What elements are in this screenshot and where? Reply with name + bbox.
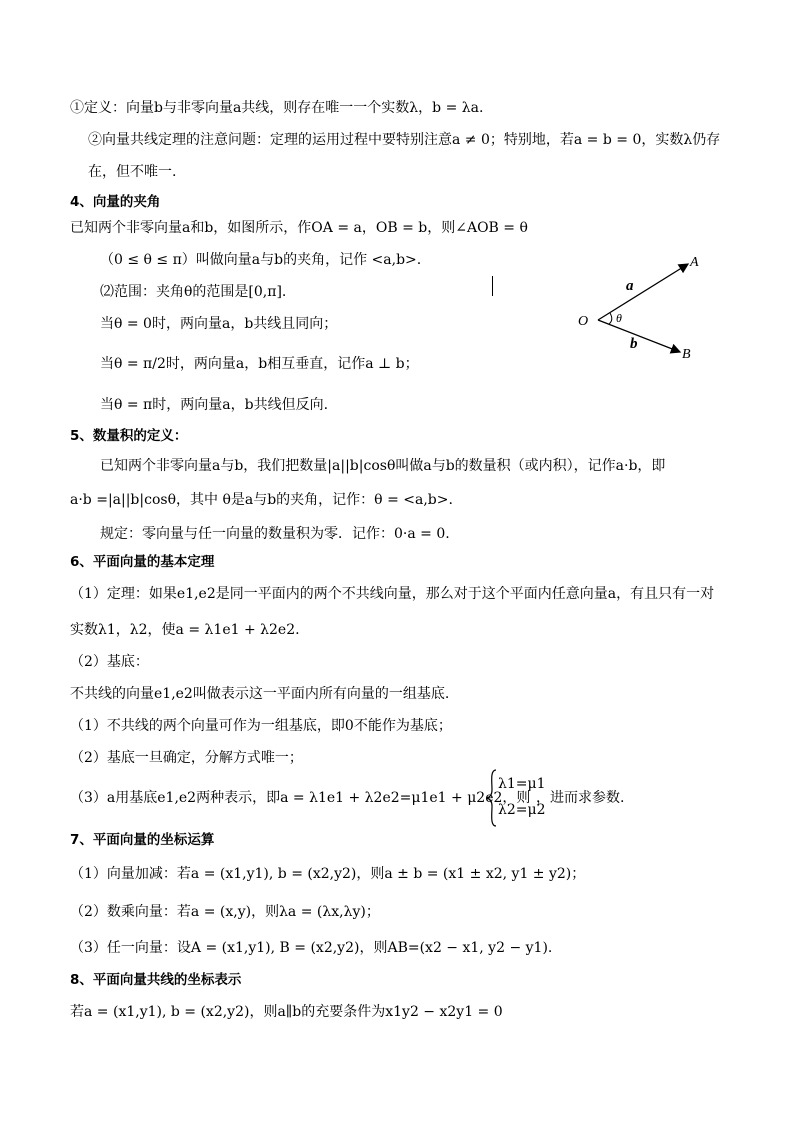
text-line-1: ①定义：向量b与非零向量a共线，则存在唯一一个实数λ，b = λa. bbox=[70, 100, 484, 116]
vector-b-label: b bbox=[630, 336, 638, 352]
section-heading-6: 6、平面向量的基本定理 bbox=[70, 554, 215, 570]
left-brace-icon bbox=[486, 768, 498, 828]
point-a-label: A bbox=[690, 255, 699, 270]
point-o-label: O bbox=[578, 314, 589, 329]
point-b-label: B bbox=[682, 347, 691, 362]
text-line-14: 规定：零向量与任一向量的数量积为零．记作：0·a = 0. bbox=[100, 526, 450, 542]
text-line-5: 已知两个非零向量a和b，如图所示，作OA = a，OB = b，则∠AOB = θ bbox=[70, 220, 528, 236]
text-line-20: （1）不共线的两个向量可作为一组基底，即0不能作为基底； bbox=[70, 718, 452, 734]
text-line-9: 当θ = π/2时，两向量a，b相互垂直，记作a ⊥ b； bbox=[100, 356, 419, 372]
text-line-26: （2）数乘向量：若a = (x,y)，则λa = (λx,λy)； bbox=[70, 904, 380, 920]
angle-arc bbox=[609, 313, 612, 324]
text-line-19: 不共线的向量e1,e2叫做表示这一平面内所有向量的一组基底. bbox=[70, 686, 450, 702]
text-line-12: 已知两个非零向量a与b，我们把数量|a||b|cosθ叫做a与b的数量积（或内积），记作a·b，即 bbox=[100, 458, 666, 474]
section-heading-5: 5、数量积的定义： bbox=[70, 428, 188, 444]
text-line-6: （0 ≤ θ ≤ π）叫做向量a与b的夹角，记作 <a,b>. bbox=[100, 252, 422, 268]
system-row-1: λ1=μ1 bbox=[498, 776, 546, 792]
text-line-18: （2）基底： bbox=[70, 654, 149, 670]
system-row-2: λ2=μ2 bbox=[498, 802, 546, 818]
angle-diagram bbox=[570, 248, 720, 372]
section-heading-4: 4、向量的夹角 bbox=[70, 194, 161, 210]
equation-system bbox=[486, 768, 546, 828]
section-heading-7: 7、平面向量的坐标运算 bbox=[70, 832, 215, 848]
text-line-22: （3）a用基底e1,e2两种表示，即a = λ1e1 + λ2e2=μ1e1 + μ2e2，则 bbox=[70, 790, 531, 806]
text-line-16: （1）定理：如果e1,e2是同一平面内的两个不共线向量，那么对于这个平面内任意向量a，有且只有一对 bbox=[70, 586, 715, 602]
text-line-3: 在，但不唯一. bbox=[88, 164, 177, 180]
text-line-29: 若a = (x1,y1), b = (x2,y2)，则a∥b的充要条件为x1y2 − x2y1 = 0 bbox=[70, 1004, 503, 1020]
text-line-2: ②向量共线定理的注意问题：定理的运用过程中要特别注意a ≠ 0；特别地，若a = b = 0，实数λ仍存 bbox=[88, 132, 721, 148]
vector-oa-arrow bbox=[598, 264, 688, 320]
text-line-27: （3）任一向量：设A = (x1,y1), B = (x2,y2)，则AB=(x2 − x1, y2 − y1). bbox=[70, 940, 553, 956]
cursor-mark bbox=[492, 276, 493, 296]
text-line-8: 当θ = 0时，两向量a，b共线且同向； bbox=[100, 316, 338, 332]
text-line-25: （1）向量加减：若a = (x1,y1), b = (x2,y2)，则a ± b = (x1 ± x2, y1 ± y2)； bbox=[70, 866, 586, 882]
text-line-10: 当θ = π时，两向量a，b共线但反向. bbox=[100, 397, 329, 413]
text-line-23: ，进而求参数. bbox=[536, 790, 625, 806]
vector-a-label: a bbox=[626, 278, 634, 294]
section-heading-8: 8、平面向量共线的坐标表示 bbox=[70, 972, 242, 988]
text-line-7: ⑵范围：夹角θ的范围是[0,π]. bbox=[100, 284, 287, 300]
text-line-21: （2）基底一旦确定，分解方式唯一； bbox=[70, 750, 303, 766]
theta-label: θ bbox=[616, 311, 622, 325]
text-line-13: a·b =|a||b|cosθ，其中 θ是a与b的夹角，记作：θ = <a,b>. bbox=[70, 492, 453, 508]
vector-ob-arrow bbox=[598, 320, 680, 352]
text-line-17: 实数λ1，λ2，使a = λ1e1 + λ2e2. bbox=[70, 622, 300, 638]
